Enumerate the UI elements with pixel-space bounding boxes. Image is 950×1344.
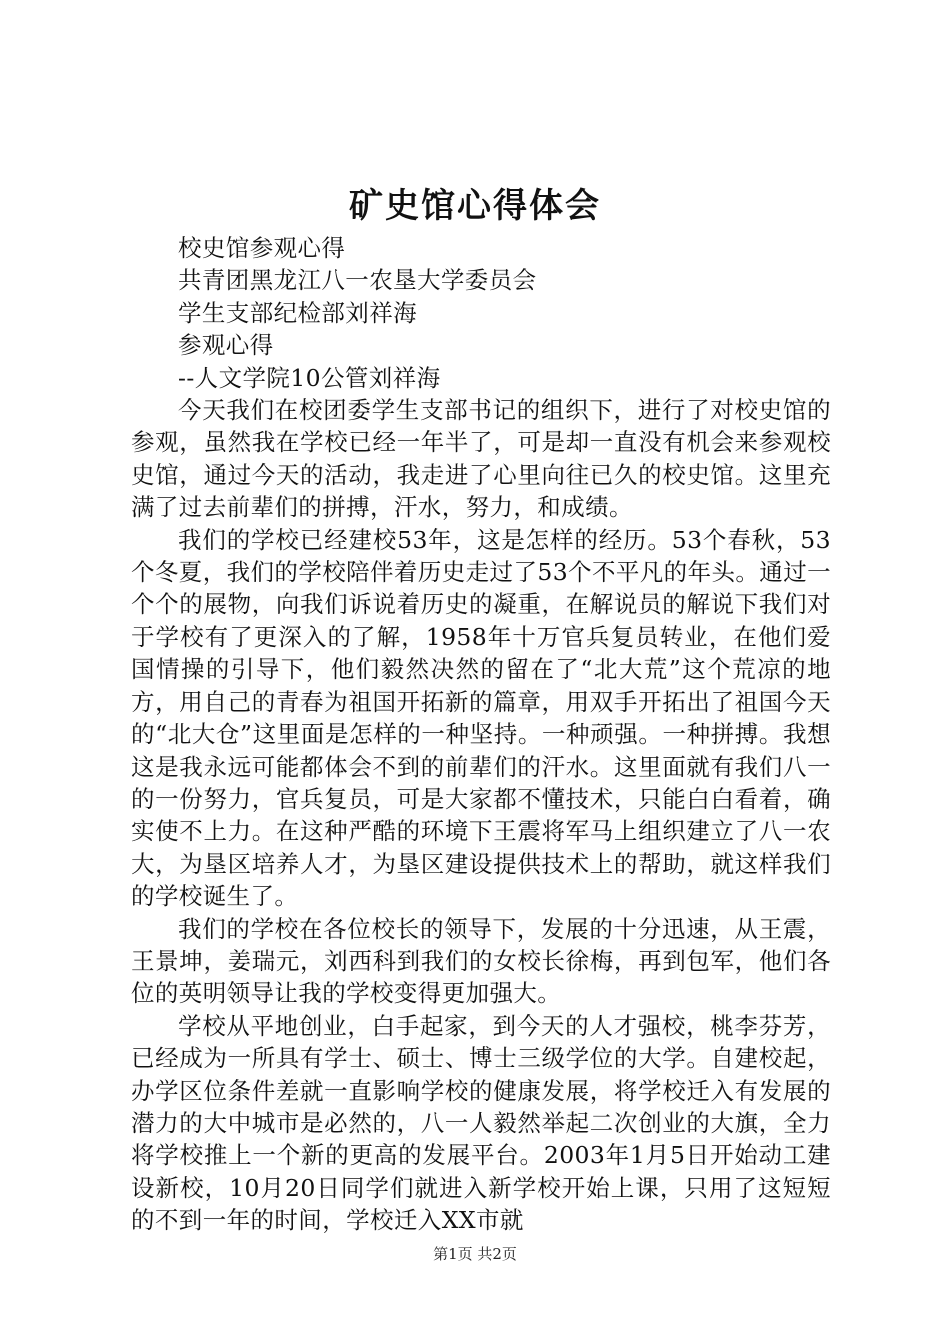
document-title: 矿史馆心得体会: [349, 186, 601, 226]
header-line: 参观心得: [178, 331, 274, 360]
document-body: [131, 232, 831, 1237]
header-line: 共青团黑龙江八一农垦大学委员会: [178, 266, 537, 295]
body-paragraph: 今天我们在校团委学生支部书记的组织下，进行了对校史馆的参观，虽然我在学校已经一年半了，可是却一直没有机会来参观校史馆，通过今天的活动，我走进了心里向往已久的校史馆。这里充满了过去前辈们的拼搏，汗水，努力，和成绩。: [131, 396, 831, 522]
body-paragraph: 学校从平地创业，白手起家，到今天的人才强校，桃李芬芳，已经成为一所具有学士、硕士、博士三级学位的大学。自建校起，办学区位条件差就一直影响学校的健康发展，将学校迁入有发展的潜力的大中城市是必然的，八一人毅然举起二次创业的大旗，全力将学校推上一个新的更高的发展平台。2003年1月5日开始动工建设新校，10月20日同学们就进入新学校开始上课，只用了这短短的不到一年的时间，学校迁入XX市就: [131, 1011, 831, 1235]
header-line: --人文学院10公管刘祥海: [178, 363, 441, 392]
header-line: 学生支部纪检部刘祥海: [178, 298, 417, 327]
header-line: 校史馆参观心得: [178, 234, 346, 262]
body-paragraph: 我们的学校已经建校53年，这是怎样的经历。53个春秋，53个冬夏，我们的学校陪伴着历史走过了53个不平凡的年头。通过一个个的展物，向我们诉说着历史的凝重，在解说员的解说下我们对于学校有了更深入的了解，1958年十万官兵复员转业，在他们爱国情操的引导下，他们毅然决然的留在了“北大荒”这个荒凉的地方，用自己的青春为祖国开拓新的篇章，用双手开拓出了祖国今天的“北大仓”这里面是怎样的一种坚持。一种顽强。一种拼搏。我想这是我永远可能都体会不到的前辈们的汗水。这里面就有我们八一的一份努力，官兵复员，可是大家都不懂技术，只能白白看着，确实使不上力。在这种严酷的环境下王震将军马上组织建立了八一农大，为垦区培养人才，为垦区建设提供技术上的帮助，就这样我们的学校诞生了。: [131, 525, 831, 911]
body-paragraph: 我们的学校在各位校长的领导下，发展的十分迅速，从王震，王景坤，姜瑞元，刘西科到我们的女校长徐梅，再到包军，他们各位的英明领导让我的学校变得更加强大。: [131, 914, 831, 1008]
page-number-footer: 第1页 共2页: [433, 1245, 517, 1263]
